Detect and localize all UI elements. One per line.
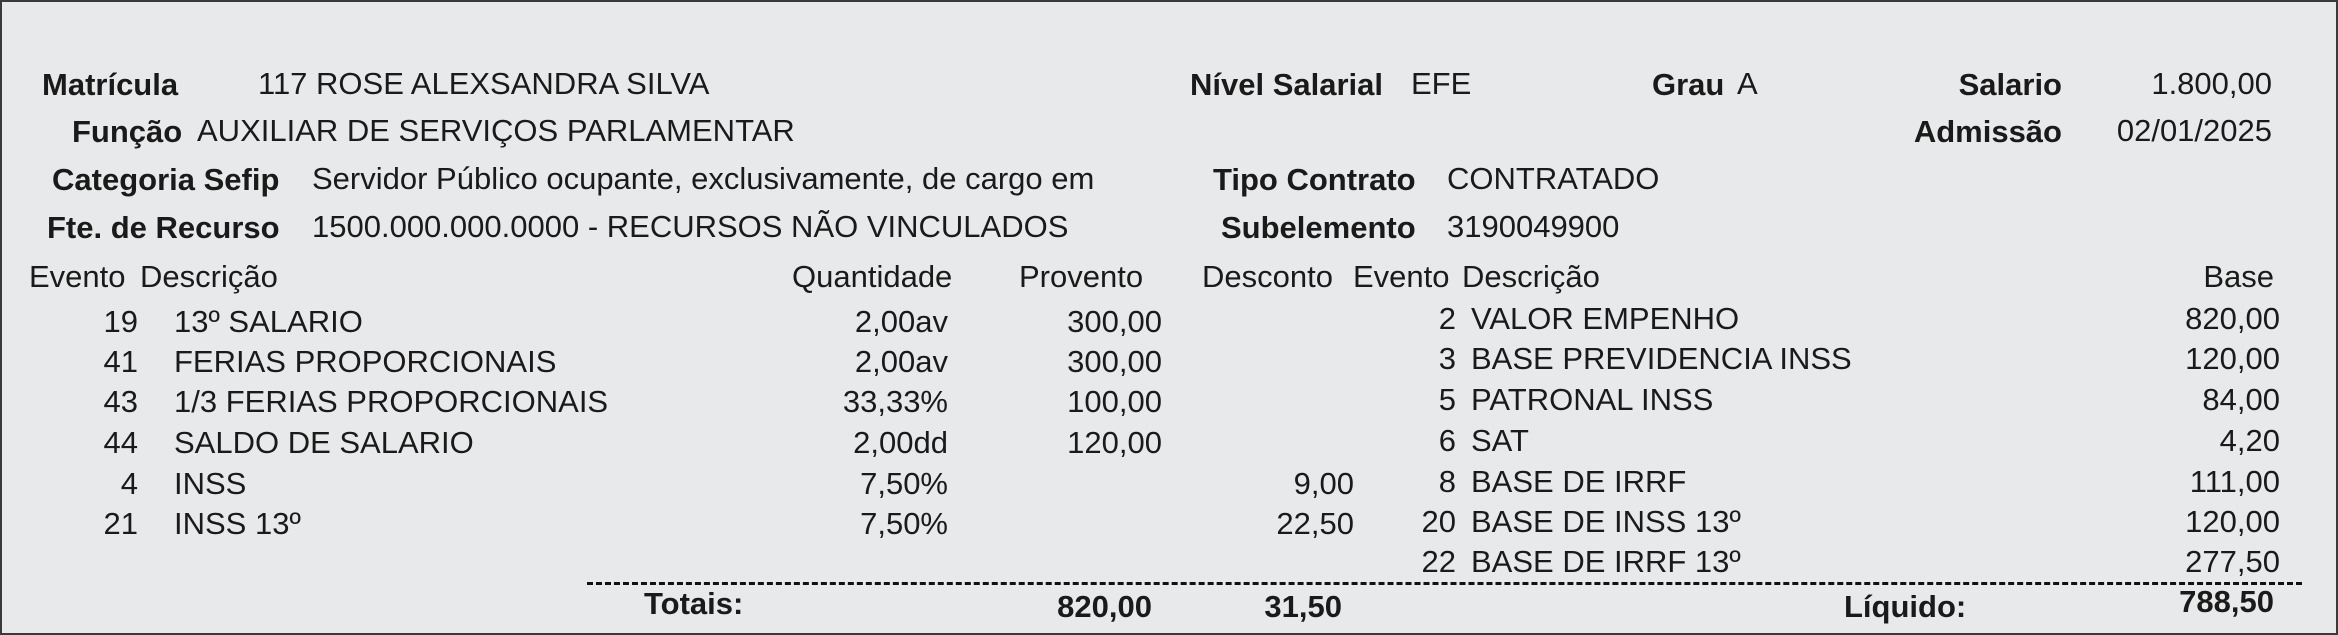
event-code: 19 xyxy=(103,304,138,339)
event-provento: 300,00 xyxy=(1067,344,1162,379)
grau-value: A xyxy=(1737,66,1758,101)
base-description: VALOR EMPENHO xyxy=(1471,301,1740,336)
categoria-sefip-label: Categoria Sefip xyxy=(52,162,280,197)
event-description: INSS xyxy=(174,466,247,501)
col-evento-header: Evento xyxy=(29,259,126,294)
base-code: 22 xyxy=(1421,544,1456,579)
admissao-value: 02/01/2025 xyxy=(2116,113,2272,148)
event-quantity: 33,33% xyxy=(842,384,948,419)
admissao-label: Admissão xyxy=(1913,114,2062,149)
base-value: 4,20 xyxy=(2219,423,2280,458)
event-quantity: 7,50% xyxy=(860,466,948,501)
base-value: 120,00 xyxy=(2185,504,2280,539)
base-code: 6 xyxy=(1438,423,1456,458)
base-code: 2 xyxy=(1438,301,1456,336)
event-description: 1/3 FERIAS PROPORCIONAIS xyxy=(174,384,609,419)
subelemento-value: 3190049900 xyxy=(1447,209,1620,244)
event-code: 21 xyxy=(103,506,138,541)
base-value: 277,50 xyxy=(2185,544,2280,579)
event-provento: 300,00 xyxy=(1067,304,1162,339)
funcao-label: Função xyxy=(72,114,183,149)
base-value: 120,00 xyxy=(2185,341,2280,376)
event-desconto: 9,00 xyxy=(1293,466,1354,501)
base-code: 8 xyxy=(1438,464,1456,499)
tipo-contrato-label: Tipo Contrato xyxy=(1213,162,1416,197)
matricula-value: 117 ROSE ALEXSANDRA SILVA xyxy=(258,66,710,101)
categoria-sefip-value: Servidor Público ocupante, exclusivamente, de cargo em xyxy=(312,161,1095,196)
event-provento: 100,00 xyxy=(1067,384,1162,419)
col-base-header: Base xyxy=(2203,259,2274,294)
event-code: 41 xyxy=(103,344,138,379)
base-description: PATRONAL INSS xyxy=(1471,382,1714,417)
event-provento: 120,00 xyxy=(1067,425,1162,460)
col-descricao2-header: Descrição xyxy=(1462,259,1600,294)
event-desconto: 22,50 xyxy=(1276,506,1354,541)
subelemento-label: Subelemento xyxy=(1221,210,1416,245)
base-code: 20 xyxy=(1421,504,1456,539)
event-description: 13º SALARIO xyxy=(174,304,363,339)
col-evento2-header: Evento xyxy=(1353,259,1450,294)
event-description: INSS 13º xyxy=(174,506,301,541)
fonte-recurso-label: Fte. de Recurso xyxy=(47,210,280,245)
event-quantity: 2,00av xyxy=(854,344,948,379)
col-quantidade-header: Quantidade xyxy=(792,259,953,294)
matricula-label: Matrícula xyxy=(42,67,179,102)
total-provento: 820,00 xyxy=(1057,589,1152,624)
totals-divider xyxy=(587,582,2302,585)
base-value: 820,00 xyxy=(2185,301,2280,336)
event-quantity: 2,00av xyxy=(854,304,948,339)
base-value: 84,00 xyxy=(2202,382,2280,417)
salario-value: 1.800,00 xyxy=(2151,66,2272,101)
fonte-recurso-value: 1500.000.000.0000 - RECURSOS NÃO VINCULADOS xyxy=(312,209,1069,244)
event-code: 43 xyxy=(103,384,138,419)
nivel-salarial-label: Nível Salarial xyxy=(1190,67,1384,102)
nivel-salarial-value: EFE xyxy=(1411,66,1472,101)
base-description: BASE PREVIDENCIA INSS xyxy=(1471,341,1852,376)
event-description: SALDO DE SALARIO xyxy=(174,425,474,460)
base-description: BASE DE IRRF xyxy=(1471,464,1687,499)
base-value: 111,00 xyxy=(2189,464,2280,499)
total-desconto: 31,50 xyxy=(1264,589,1342,624)
funcao-value: AUXILIAR DE SERVIÇOS PARLAMENTAR xyxy=(197,113,795,148)
event-code: 44 xyxy=(103,425,138,460)
liquido-label: Líquido: xyxy=(1844,589,1967,624)
event-description: FERIAS PROPORCIONAIS xyxy=(174,344,557,379)
grau-label: Grau xyxy=(1652,67,1725,102)
base-description: SAT xyxy=(1471,423,1529,458)
base-description: BASE DE IRRF 13º xyxy=(1471,544,1741,579)
liquido-value: 788,50 xyxy=(2179,584,2274,619)
event-quantity: 2,00dd xyxy=(853,425,948,460)
col-provento-header: Provento xyxy=(1019,259,1144,294)
salario-label: Salario xyxy=(1958,67,2062,102)
event-code: 4 xyxy=(120,466,138,501)
totais-label: Totais: xyxy=(644,586,744,621)
base-code: 5 xyxy=(1438,382,1456,417)
event-quantity: 7,50% xyxy=(860,506,948,541)
tipo-contrato-value: CONTRATADO xyxy=(1447,161,1660,196)
base-code: 3 xyxy=(1438,341,1456,376)
col-descricao-header: Descrição xyxy=(140,259,278,294)
col-desconto-header: Desconto xyxy=(1202,259,1333,294)
base-description: BASE DE INSS 13º xyxy=(1471,504,1741,539)
